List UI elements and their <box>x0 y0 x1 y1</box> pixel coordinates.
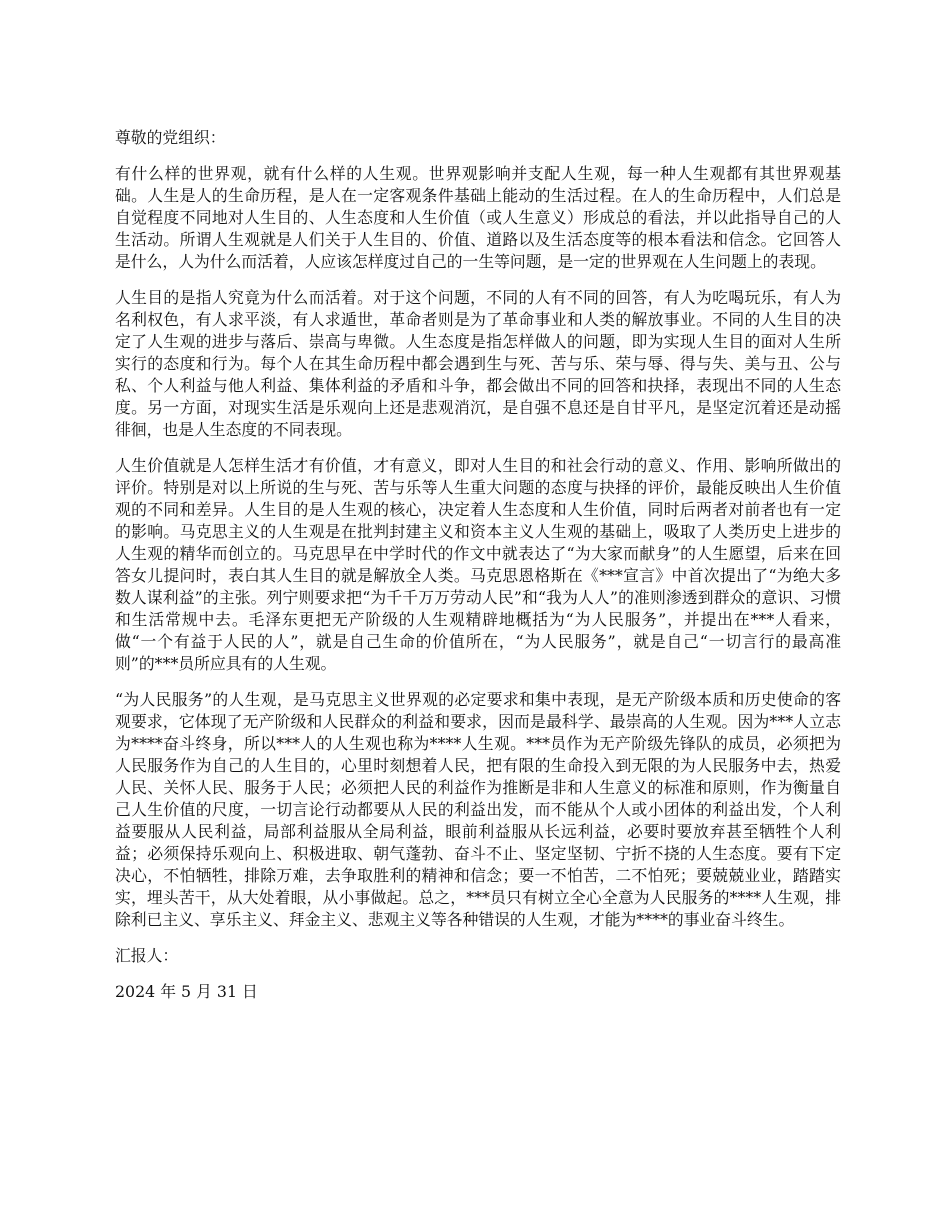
signature-line: 汇报人： <box>115 946 179 965</box>
paragraph-worldview: 有什么样的世界观，就有什么样的人生观。世界观影响并支配人生观，每一种人生观都有其世界观基础。人生是人的生命历程，是人在一定客观条件基础上能动的生活过程。在人的生命历程中，人们总是自觉程度不同地对人生目的、人生态度和人生价值（或人生意义）形成总的看法，并以此指导自己的人生活动。所谓人生观就是人们关于人生目的、价值、道路以及生活态度等的根本看法和信念。它回答人是什么，人为什么而活着，人应该怎样度过自己的一生等问题，是一定的世界观在人生问题上的表现。 <box>115 164 841 271</box>
date-line: 2024 年 5 月 31 日 <box>115 982 258 1001</box>
letter-document <box>115 127 841 1017</box>
salutation: 尊敬的党组织： <box>115 128 226 147</box>
paragraph-life-value: 人生价值就是人怎样生活才有价值，才有意义，即对人生目的和社会行动的意义、作用、影响所做出的评价。特别是对以上所说的生与死、苦与乐等人生重大问题的态度与抉择的评价，最能反映出人生价值观的不同和差异。人生目的是人生观的核心，决定着人生态度和人生价值，同时后两者对前者也有一定的影响。马克思主义的人生观是在批判封建主义和资本主义人生观的基础上，吸取了人类历史上进步的人生观的精华而创立的。马克思早在中学时代的作文中就表达了“为大家而献身”的人生愿望，后来在回答女儿提问时，表白其人生目的就是解放全人类。马克思恩格斯在《***宣言》中首次提出了“为绝大多数人谋利益”的主张。列宁则要求把“为千千万万劳动人民”和“我为人人”的准则渗透到群众的意识、习惯和生活常规中去。毛泽东更把无产阶级的人生观精辟地概括为“为人民服务”，并提出在***人看来，做“一个有益于人民的人”，就是自己生命的价值所在，“为人民服务”，就是自己“一切言行的最高准则”的***员所应具有的人生观。 <box>115 456 841 673</box>
paragraph-life-purpose: 人生目的是指人究竟为什么而活着。对于这个问题，不同的人有不同的回答，有人为吃喝玩乐，有人为名利权色，有人求平淡，有人求遁世，革命者则是为了革命事业和人类的解放事业。不同的人生目的决定了人生观的进步与落后、崇高与卑微。人生态度是指怎样做人的问题，即为实现人生目的面对人生所实行的态度和行为。每个人在其生命历程中都会遇到生与死、苦与乐、荣与辱、得与失、美与丑、公与私、个人利益与他人利益、集体利益的矛盾和斗争，都会做出不同的回答和抉择，表现出不同的人生态度。另一方面，对现实生活是乐观向上还是悲观消沉，是自强不息还是自甘平凡，是坚定沉着还是动摇徘徊，也是人生态度的不同表现。 <box>115 288 841 439</box>
paragraph-serve-people: “为人民服务”的人生观，是马克思主义世界观的必定要求和集中表现，是无产阶级本质和历史使命的客观要求，它体现了无产阶级和人民群众的利益和要求，因而是最科学、最崇高的人生观。因为***人立志为****奋斗终身，所以***人的人生观也称为****人生观。***员作为无产阶级先锋队的成员，必须把为人民服务作为自己的人生目的，心里时刻想着人民，把有限的生命投入到无限的为人民服务中去，热爱人民、关怀人民、服务于人民；必须把人民的利益作为推断是非和人生意义的标准和原则，作为衡量自己人生价值的尺度，一切言论行动都要从人民的利益出发，而不能从个人或小团体的利益出发，个人利益要服从人民利益，局部利益服从全局利益，眼前利益服从长远利益，必要时要放弃甚至牺牲个人利益；必须保持乐观向上、积极进取、朝气蓬勃、奋斗不止、坚定坚韧、宁折不挠的人生态度。要有下定决心，不怕牺牲，排除万难，去争取胜利的精神和信念；要一不怕苦，二不怕死；要兢兢业业，踏踏实实，埋头苦干，从大处着眼，从小事做起。总之，***员只有树立全心全意为人民服务的****人生观，排除利已主义、享乐主义、拜金主义、悲观主义等各种错误的人生观，才能为****的事业奋斗终生。 <box>115 690 841 929</box>
